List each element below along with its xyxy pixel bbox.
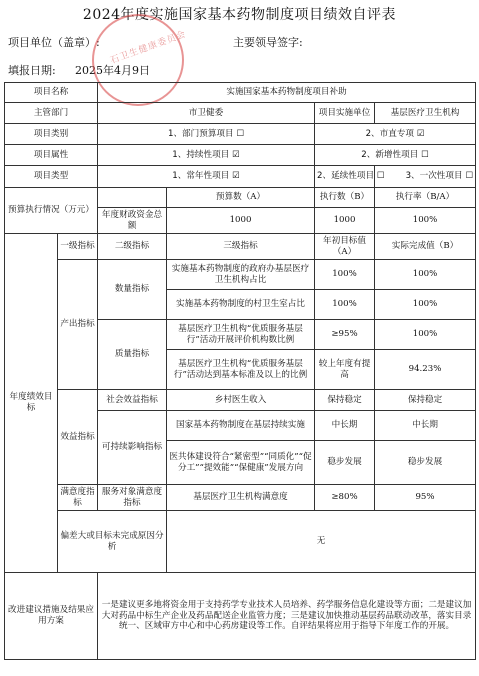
sustainable-impact-label: 可持续影响指标 <box>98 411 167 485</box>
header-level1: 一级指标 <box>58 234 98 260</box>
rate-col-header: 执行率（B/A） <box>375 188 476 208</box>
indicator-su2: 医共体建设符合“紧密型”“同质化”“促分工”“提效能”“保健康”发展方向 <box>167 441 315 485</box>
indicator-ql1: 基层医疗卫生机构“优质服务基层行”活动开展评价机构数比例 <box>167 320 315 350</box>
table-row <box>5 166 476 188</box>
s1-actual: 保持稳定 <box>375 390 476 411</box>
table-row <box>5 511 476 573</box>
table-row <box>5 145 476 166</box>
ql2-actual: 94.23% <box>375 350 476 390</box>
indicator-q2: 实施基本药物制度的村卫生室占比 <box>167 290 315 320</box>
type-option-2: 2、延续性项目 ☐ <box>315 166 375 188</box>
header-level3: 三级指标 <box>167 234 315 260</box>
dept-value: 市卫健委 <box>98 103 315 124</box>
impl-unit-label: 项目实施单位 <box>315 103 375 124</box>
table-row <box>5 103 476 124</box>
property-option-1: 1、持续性项目 ☑ <box>98 145 315 166</box>
budget-label: 预算执行情况（万元） <box>5 188 98 234</box>
official-seal-text: 石卫生健康委员会 <box>109 29 188 67</box>
table-row <box>5 485 476 511</box>
type-option-1: 1、常年性项目 ☑ <box>98 166 315 188</box>
page-title: 2024年度实施国家基本药物制度项目绩效自评表 <box>82 7 397 23</box>
q2-actual: 100% <box>375 290 476 320</box>
table-row <box>5 234 476 260</box>
project-name-value: 实施国家基本药物制度项目补助 <box>98 83 476 103</box>
header-level2: 二级指标 <box>98 234 167 260</box>
table-row <box>5 188 476 208</box>
su1-target: 中长期 <box>315 411 375 441</box>
table-row <box>5 83 476 103</box>
ql2-target: 较上年度有提高 <box>315 350 375 390</box>
impl-unit-value: 基层医疗卫生机构 <box>375 103 476 124</box>
improvement-label: 改进建议措施及结果应用方案 <box>5 573 98 660</box>
date-value: 2025年4月9日 <box>75 64 150 77</box>
unit-label: 项目单位（盖章）: <box>8 36 100 49</box>
budget-value: 1000 <box>167 208 315 234</box>
improvement-value: 一是建议更多地将资金用于支持药学专业技术人员培养、药学服务信息化建设等方面；二是建议加大对药品中标生产企业及药品配送企业监管力度；三是建议加快推动基层药品联动改革，落实目录统一、区域审方中心和中心药房建设等工作。自评结果将应用于指导下年度工作的开展。 <box>98 573 476 660</box>
date-label: 填报日期: <box>8 64 56 77</box>
table-row <box>5 390 476 411</box>
benefit-indicator-label: 效益指标 <box>58 390 98 485</box>
satisfaction-indicator-label: 满意度指标 <box>58 485 98 511</box>
type-label: 项目类型 <box>5 166 98 188</box>
q2-target: 100% <box>315 290 375 320</box>
table-row <box>5 573 476 660</box>
s1-target: 保持稳定 <box>315 390 375 411</box>
quality-indicator-label: 质量指标 <box>98 320 167 390</box>
su2-actual: 稳步发展 <box>375 441 476 485</box>
ql1-target: ≥95% <box>315 320 375 350</box>
service-satisfaction-label: 服务对象满意度指标 <box>98 485 167 511</box>
deviation-value: 无 <box>167 511 476 573</box>
budget-col-header: 预算数（A） <box>167 188 315 208</box>
q1-target: 100% <box>315 260 375 290</box>
project-name-label: 项目名称 <box>5 83 98 103</box>
dept-label: 主管部门 <box>5 103 98 124</box>
indicator-sat1: 基层医疗卫生机构满意度 <box>167 485 315 511</box>
category-label: 项目类别 <box>5 124 98 145</box>
category-option-1: 1、部门预算项目 ☐ <box>98 124 315 145</box>
indicator-s1: 乡村医生收入 <box>167 390 315 411</box>
sat1-actual: 95% <box>375 485 476 511</box>
ql1-actual: 100% <box>375 320 476 350</box>
type-option-3: 3、一次性项目 ☐ <box>375 166 476 188</box>
su2-target: 稳步发展 <box>315 441 375 485</box>
performance-section-label: 年度绩效目标 <box>5 234 58 573</box>
header-actual: 实际完成值（B） <box>375 234 476 260</box>
table-row <box>5 124 476 145</box>
table-row <box>5 260 476 290</box>
social-benefit-label: 社会效益指标 <box>98 390 167 411</box>
rate-value: 100% <box>375 208 476 234</box>
exec-col-header: 执行数（B） <box>315 188 375 208</box>
quantity-indicator-label: 数量指标 <box>98 260 167 320</box>
exec-value: 1000 <box>315 208 375 234</box>
su1-actual: 中长期 <box>375 411 476 441</box>
header-target: 年初目标值（A） <box>315 234 375 260</box>
q1-actual: 100% <box>375 260 476 290</box>
property-option-2: 2、新增性项目 ☐ <box>315 145 476 166</box>
sat1-target: ≥80% <box>315 485 375 511</box>
indicator-su1: 国家基本药物制度在基层持续实施 <box>167 411 315 441</box>
deviation-label: 偏差大或目标未完成原因分析 <box>58 511 167 573</box>
indicator-q1: 实施基本药物制度的政府办基层医疗卫生机构占比 <box>167 260 315 290</box>
output-indicator-label: 产出指标 <box>58 260 98 390</box>
property-label: 项目属性 <box>5 145 98 166</box>
indicator-ql2: 基层医疗卫生机构“优质服务基层行”活动达到基本标准及以上的比例 <box>167 350 315 390</box>
category-option-2: 2、市直专项 ☑ <box>315 124 476 145</box>
budget-row-label: 年度财政资金总额 <box>98 208 167 234</box>
evaluation-table <box>4 82 476 660</box>
leader-signature-label: 主要领导签字: <box>233 36 303 49</box>
